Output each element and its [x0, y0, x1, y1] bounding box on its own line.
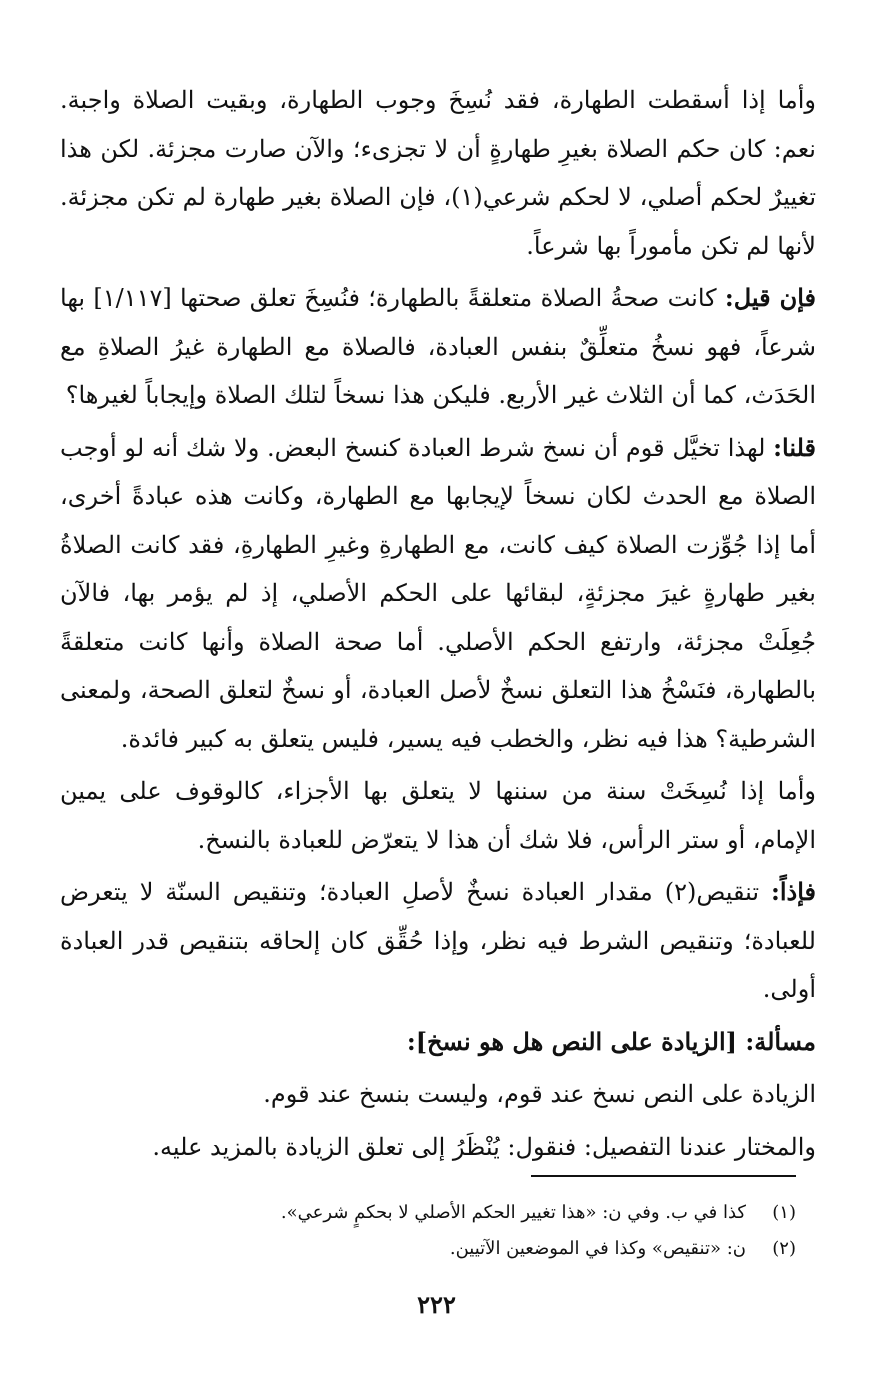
paragraph-objection — [60, 274, 816, 420]
page-number: ٢٢٢ — [417, 1290, 456, 1319]
footnote-divider — [531, 1175, 796, 1177]
footnote-1 — [80, 1195, 796, 1231]
paragraph-lead: قلنا: — [773, 432, 816, 462]
footnote-number: (١) — [772, 1202, 796, 1223]
section-title: مسألة: [الزيادة على النص هل هو نسخ]: — [406, 1026, 816, 1056]
footnote-text: كذا في ب. وفي ن: «هذا تغيير الحكم الأصلي لا بحكمٍ شرعي». — [280, 1202, 746, 1223]
paragraph-text: الزيادة على النص نسخ عند قوم، وليست بنسخ عند قوم. — [263, 1080, 816, 1108]
paragraph-text: والمختار عندنا التفصيل: فنقول: يُنْظَرُ إلى تعلق الزيادة بالمزيد عليه. — [152, 1132, 816, 1161]
main-text — [60, 76, 816, 1175]
paragraph-text: كانت صحةُ الصلاة متعلقةً بالطهارة؛ فنُسِخَ تعلق صحتها [١/١١٧] بها شرعاً، فهو نسخُ متعلِّقٌ بنفس العبادة، فالصلاة مع الطهارة غيرُ الصلاةِ مع الحَدَث، كما أن الثلاث غير الأربع. فليكن هذا نسخاً لتلك الصلاة وإيجاباً لغيرها؟ — [60, 284, 816, 409]
paragraph-sunnah-abrogation — [60, 767, 816, 864]
footnote-2 — [80, 1231, 796, 1267]
paragraph-text: تنقيص(٢) مقدار العبادة نسخٌ لأصلِ العبادة؛ وتنقيص السنّة لا يتعرض للعبادة؛ وتنقيص الشرط فيه نظر، وإذا حُقِّق كان إلحاقه بتنقيص قدر العبادة أولى. — [60, 878, 816, 1003]
paragraph-addition-views — [60, 1070, 816, 1119]
paragraph-chosen-view — [60, 1123, 816, 1172]
footnote-list — [80, 1195, 796, 1267]
paragraph-text: وأما إذا نُسِخَتْ سنة من سننها لا يتعلق بها الأجزاء، كالوقوف على يمين الإمام، أو ستر الرأس، فلا شك أن هذا لا يتعرّض للعبادة بالنسخ. — [60, 777, 816, 854]
paragraph-text: وأما إذا أسقطت الطهارة، فقد نُسِخَ وجوب الطهارة، وبقيت الصلاة واجبة. نعم: كان حكم الصلاة بغيرِ طهارةٍ أن لا تجزىء؛ والآن صارت مجزئة. لكن هذا تغييرٌ لحكم أصلي، لا لحكم شرعي(١)، فإن الصلاة بغير طهارة لم تكن مجزئة. لأنها لم تكن مأموراً بها شرعاً. — [60, 86, 817, 260]
paragraph-reply — [60, 424, 816, 764]
footnote-number: (٢) — [772, 1238, 796, 1259]
footnote-text: ن: «تنقيص» وكذا في الموضعين الآتيين. — [449, 1238, 746, 1259]
paragraph-conclusion — [60, 868, 816, 1014]
paragraph-lead: فإن قيل: — [724, 283, 817, 312]
paragraph-lead: فإذاً: — [771, 877, 816, 906]
paragraph-text: لهذا تخيَّل قوم أن نسخ شرط العبادة كنسخ البعض. ولا شك أنه لو أوجب الصلاة مع الحدث لكان نسخاً لإيجابها مع الطهارة، وكانت هذه عبادةً أخرى، أما إذا جُوِّزت الصلاة كيف كانت، مع الطهارةِ وغيرِ الطهارةِ، فقد كانت الصلاةُ بغير طهارةٍ غيرَ مجزئةٍ، لبقائها على الحكم الأصلي، إذ لم يؤمر بها، فالآن جُعِلَتْ مجزئة، وارتفع الحكم الأصلي. أما صحة الصلاة وأنها كانت متعلقةً بالطهارة، فنَسْخُ هذا التعلق نسخٌ لأصل العبادة، أو نسخٌ لتعلق الصحة، ولمعنى الشرطية؟ هذا فيه نظر، والخطب فيه يسير، فليس يتعلق به كبير فائدة. — [60, 433, 817, 753]
paragraph-abrogation-of-purity — [60, 76, 816, 270]
section-heading — [60, 1018, 816, 1067]
